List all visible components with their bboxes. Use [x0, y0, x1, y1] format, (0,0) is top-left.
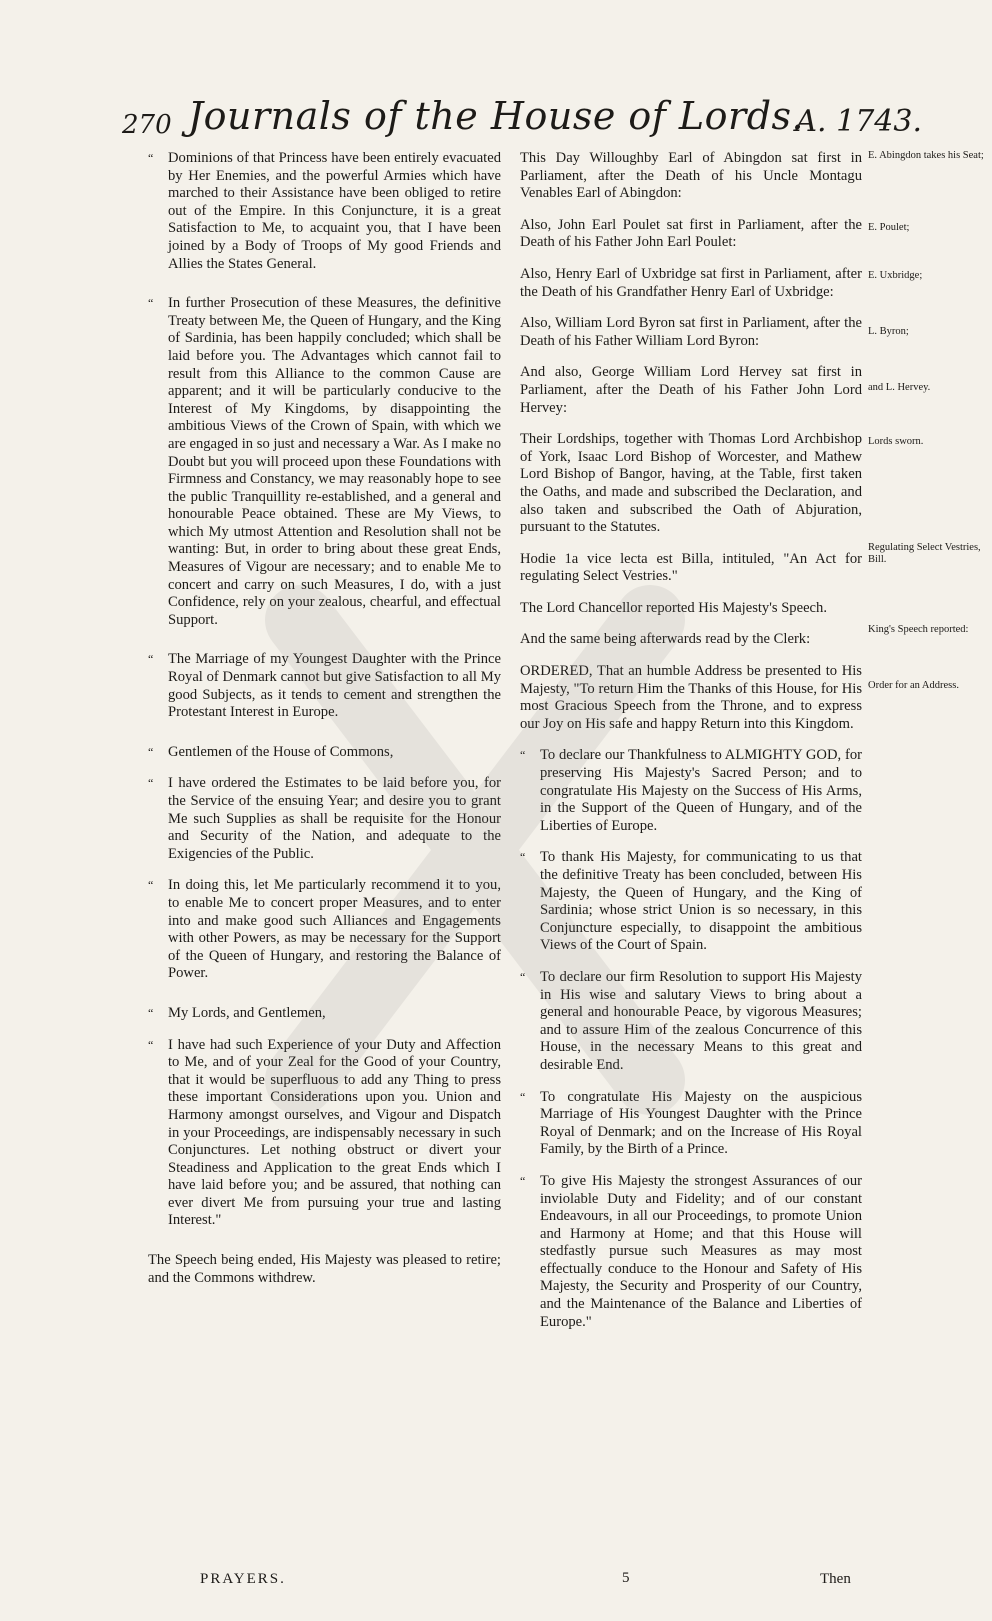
speech-paragraph: “ I have had such Experience of your Duty and Affection to Me, and of your Zeal for the Good of your Country, that it would be superfluous to add any Thing to press these important Considerations upon you. Union and Harmony amongst ourselves, and Vigour and Dispatch in your Proceedings, are indispensably necessary in such Conjunctures. Let nothing obstruct or divert your Steadiness and Application to the great Ends which I have laid before you; and be assured, that nothing can ever divert Me from pursuing your true and lasting Interest."	[148, 1037, 501, 1231]
speech-heading: “ Gentlemen of the House of Commons,	[148, 744, 501, 762]
margin-note: L. Byron;	[868, 326, 909, 337]
margin-note: E. Uxbridge;	[868, 270, 923, 281]
page-year: A. 1743.	[795, 104, 922, 139]
catchword-right: Then	[820, 1571, 851, 1587]
speech-paragraph: “ In further Prosecution of these Measures, the definitive Treaty between Me, the Queen of Hungary, and the King of Sardinia, has been happily concluded; which shall be laid before you. The Advantages which cannot fail to result from this Alliance to the common Cause are apparent; and it will be particularly conducive to the Interest of My Kingdoms, by disappointing the ambitious Views of the Crown of Spain, with which we are engaged in so just and necessary a War. As I make no Doubt but you will proceed upon these Foundations with Firmness and Constancy, we may reasonably hope to see the public Tranquillity re-established, and a general and honourable Peace obtained. These are My Views, to which My utmost Attention and Resolution shall not be wanting: But, in order to bring about these great Ends, Measures of Vigour are necessary; and to enable Me to concert and carry on such Measures, I do, with a just Confidence, rely on your zealous, chearful, and effectual Support.	[148, 295, 501, 629]
margin-note: and L. Hervey.	[868, 382, 931, 393]
page-number: 270	[122, 110, 172, 140]
margin-note: Regulating Select Vestries, Bill.	[868, 542, 981, 565]
signature-mark: 5	[622, 1570, 630, 1586]
speech-paragraph: “ In doing this, let Me particularly recommend it to you, to enable Me to concert proper Measures, and to enter into and make good such Alliances and Engagements with other Powers, as may be necessary for the Support of the Queen of Hungary, and restoring the Balance of Power.	[148, 877, 501, 983]
speech-heading: “ My Lords, and Gentlemen,	[148, 1005, 501, 1023]
margin-note: Lords sworn.	[868, 436, 924, 447]
speech-paragraph: “ I have ordered the Estimates to be laid before you, for the Service of the ensuing Year; and desire you to grant Me such Supplies as shall be requisite for the Honour and Security of the Nation, and adequate to the Exigencies of the Public.	[148, 775, 501, 863]
body-paragraph: ORDERED, That an humble Address be presented to His Majesty, "To return Him the Thanks of this House, for His most Gracious Speech from the Throne, and to express our Joy on His safe and happy Return into this Kingdom.	[520, 663, 862, 732]
margin-note: Order for an Address.	[868, 680, 959, 691]
left-column	[148, 150, 501, 1301]
body-paragraph: This Day Willoughby Earl of Abingdon sat first in Parliament, after the Death of his Uncle Montagu Venables Earl of Abingdon:	[520, 150, 862, 202]
catchword-left: PRAYERS.	[200, 1571, 286, 1587]
body-paragraph: Hodie 1a vice lecta est Billa, intituled, "An Act for regulating Select Vestries."	[520, 550, 862, 585]
address-paragraph: “ To give His Majesty the strongest Assurances of our inviolable Duty and Fidelity; and of our constant Endeavours, in all our Proceedings, to promote Union and Harmony at Home; and that this House will stedfastly pursue such Measures as may most effectually conduce to the Honour and Safety of His Majesty, the Security and Prosperity of our Country, and the Maintenance of the Balance and Liberties of Europe."	[520, 1173, 862, 1331]
margin-note: E. Poulet;	[868, 222, 910, 233]
body-paragraph: Also, William Lord Byron sat first in Parliament, after the Death of his Father William Lord Byron:	[520, 315, 862, 349]
right-column	[520, 150, 862, 1345]
speech-paragraph: “ The Marriage of my Youngest Daughter with the Prince Royal of Denmark cannot but give Satisfaction to all My good Subjects, as it tends to cement and strengthen the Protestant Interest in Europe.	[148, 651, 501, 721]
address-paragraph: “ To declare our firm Resolution to support His Majesty in His wise and salutary Views to bring about a general and honourable Peace, by vigorous Measures; and to assure Him of the zealous Concurrence of this House, in the necessary Means to this great and desirable End.	[520, 969, 862, 1075]
margin-note: King's Speech reported:	[868, 624, 969, 635]
body-paragraph: The Speech being ended, His Majesty was pleased to retire; and the Commons withdrew.	[148, 1252, 501, 1286]
margin-note: E. Abingdon takes his Seat;	[868, 150, 984, 161]
speech-paragraph: “ Dominions of that Princess have been entirely evacuated by Her Enemies, and the powerful Armies which have marched to their Assistance have been obliged to retire out of the Empire. In this Conjuncture, it is a great Satisfaction to Me, to acquaint you, that I have been joined by a Body of Troops of My good Friends and Allies the States General.	[148, 150, 501, 273]
page-header	[0, 0, 992, 150]
address-paragraph: “ To congratulate His Majesty on the auspicious Marriage of His Youngest Daughter with the Prince Royal of Denmark; and on the Increase of His Royal Family, by the Birth of a Prince.	[520, 1089, 862, 1159]
body-paragraph: The Lord Chancellor reported His Majesty's Speech.	[520, 599, 827, 616]
body-paragraph: Their Lordships, together with Thomas Lord Archbishop of York, Isaac Lord Bishop of Worcester, and Mathew Lord Bishop of Bangor, having, at the Table, first taken the Oaths, and made and subscribed the Declaration, and also taken and subscribed the Oath of Abjuration, pursuant to the Statutes.	[520, 431, 862, 536]
address-paragraph: “ To declare our Thankfulness to ALMIGHTY GOD, for preserving His Majesty's Sacred Person; and to congratulate His Majesty on the Success of His Arms, in the Support of the Queen of Hungary, and of the Liberties of Europe.	[520, 747, 862, 835]
body-paragraph: Also, Henry Earl of Uxbridge sat first in Parliament, after the Death of his Grandfather Henry Earl of Uxbridge:	[520, 265, 862, 300]
page-title: Journals of the House of Lords.	[187, 94, 805, 138]
address-paragraph: “ To thank His Majesty, for communicating to us that the definitive Treaty has been concluded, between His Majesty, the Queen of Hungary, and the King of Sardinia; whose strict Union is so necessary, in this Conjuncture especially, to disappoint the ambitious Views of the Court of Spain.	[520, 849, 862, 955]
body-paragraph: And also, George William Lord Hervey sat first in Parliament, after the Death of his Father John Lord Hervey:	[520, 364, 862, 416]
body-paragraph: And the same being afterwards read by the Clerk:	[520, 631, 811, 648]
body-paragraph: Also, John Earl Poulet sat first in Parliament, after the Death of his Father John Earl Poulet:	[520, 216, 862, 251]
